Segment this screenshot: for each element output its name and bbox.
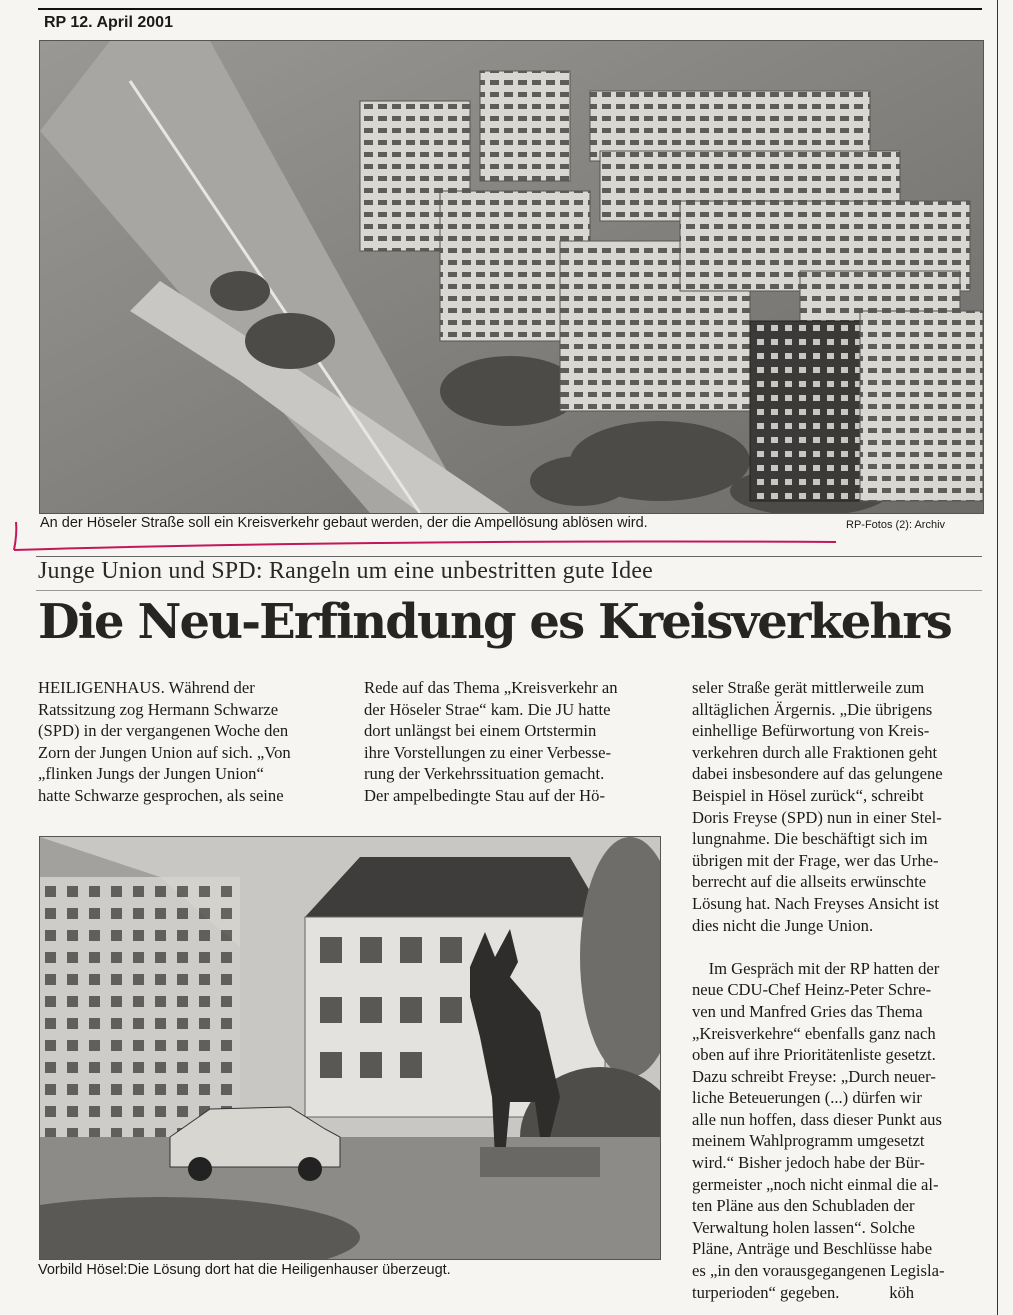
text-line: Im Gespräch mit der RP hatten der <box>692 958 940 978</box>
headline: Die Neu-Erfindung es Kreisverkehrs <box>38 594 951 650</box>
text-line: neue CDU-Chef Heinz-Peter Schre- <box>692 980 932 1000</box>
article-column-1 <box>38 677 334 807</box>
text-line: lungnahme. Die beschäftigt sich im <box>692 829 928 849</box>
page-edge-rule <box>997 0 998 1315</box>
text-line: hatte Schwarze gesprochen, als seine <box>38 785 284 805</box>
text-line: Doris Freyse (SPD) nun in einer Stel- <box>692 807 942 827</box>
text-line: Dazu schreibt Freyse: „Durch neuer- <box>692 1066 936 1086</box>
text-line: übrigen mit der Frage, wer das Urhe- <box>692 850 939 870</box>
article-column-3 <box>692 677 982 1303</box>
subheadline: Junge Union und SPD: Rangeln um eine unbestritten gute Idee <box>38 558 654 584</box>
text-line: germeister „noch nicht einmal die al- <box>692 1174 939 1194</box>
text-line: rung der Verkehrssituation gemacht. <box>364 764 605 784</box>
text-line: wird.“ Bisher jedoch habe der Bür- <box>692 1153 925 1173</box>
street-photo <box>39 836 661 1260</box>
text-line: dort unlängst bei einem Ortstermin <box>364 721 597 741</box>
text-line: Verwaltung holen lassen“. Solche <box>692 1217 916 1237</box>
text-line: verkehren durch alle Fraktionen geht <box>692 742 938 762</box>
divider <box>36 590 982 591</box>
text-line <box>692 936 982 958</box>
text-line: ven und Manfred Gries das Thema <box>692 1001 923 1021</box>
text-line: alltäglichen Ärgernis. „Die übrigens <box>692 699 933 719</box>
text-line: „flinken Jungs der Jungen Union“ <box>38 764 264 784</box>
text-line: berrecht auf die allseits erwünschte <box>692 872 927 892</box>
text-line: dies nicht die Junge Union. <box>692 915 874 935</box>
text-line: Pläne, Anträge und Beschlüsse habe <box>692 1239 933 1259</box>
text-line: Der ampelbedingte Stau auf der Hö- <box>364 785 605 805</box>
text-line: liche Beteuerungen (...) dürfen wir <box>692 1088 922 1108</box>
text-line: (SPD) in der vergangenen Woche den <box>38 721 289 741</box>
text-line: HEILIGENHAUS. Während der <box>38 678 255 697</box>
text-line: alle nun hoffen, dass dieser Punkt aus <box>692 1109 942 1129</box>
text-line: ihre Vorstellungen zu einer Verbesse- <box>364 742 611 762</box>
aerial-photo <box>39 40 984 514</box>
text-line: turperioden“ gegeben. köh <box>692 1282 915 1302</box>
text-line: Ratssitzung zog Hermann Schwarze <box>38 699 279 719</box>
text-line: Beispiel in Hösel zurück“, schreibt <box>692 785 924 805</box>
text-line: dabei insbesondere auf das gelungene <box>692 764 943 784</box>
text-line: „Kreisverkehre“ ebenfalls ganz nach <box>692 1023 936 1043</box>
text-line: einhellige Befürwortung von Kreis- <box>692 721 930 741</box>
text-line: seler Straße gerät mittlerweile zum <box>692 678 925 697</box>
divider <box>36 556 982 557</box>
text-line: meinem Wahlprogramm umgesetzt <box>692 1131 925 1151</box>
text-line: Lösung hat. Nach Freyses Ansicht ist <box>692 893 940 913</box>
date-line: RP 12. April 2001 <box>44 14 173 31</box>
aerial-photo-caption: An der Höseler Straße soll ein Kreisverkehr gebaut werden, der die Ampellösung ablösen wird. <box>40 515 648 531</box>
text-line: der Höseler Strae“ kam. Die JU hatte <box>364 699 611 719</box>
text-line: Zorn der Jungen Union auf sich. „Von <box>38 742 291 762</box>
article-column-2 <box>364 677 660 807</box>
street-photo-caption: Vorbild Hösel:Die Lösung dort hat die Heiligenhauser überzeugt. <box>38 1262 451 1278</box>
text-line: ten Pläne aus den Schubladen der <box>692 1196 915 1216</box>
text-line: oben auf ihre Prioritätenliste gesetzt. <box>692 1045 936 1065</box>
text-line: Rede auf das Thema „Kreisverkehr an <box>364 678 618 697</box>
top-rule <box>38 8 982 10</box>
photo-credit: RP-Fotos (2): Archiv <box>846 519 946 531</box>
text-line: es „in den vorausgegangenen Legisla- <box>692 1261 945 1281</box>
